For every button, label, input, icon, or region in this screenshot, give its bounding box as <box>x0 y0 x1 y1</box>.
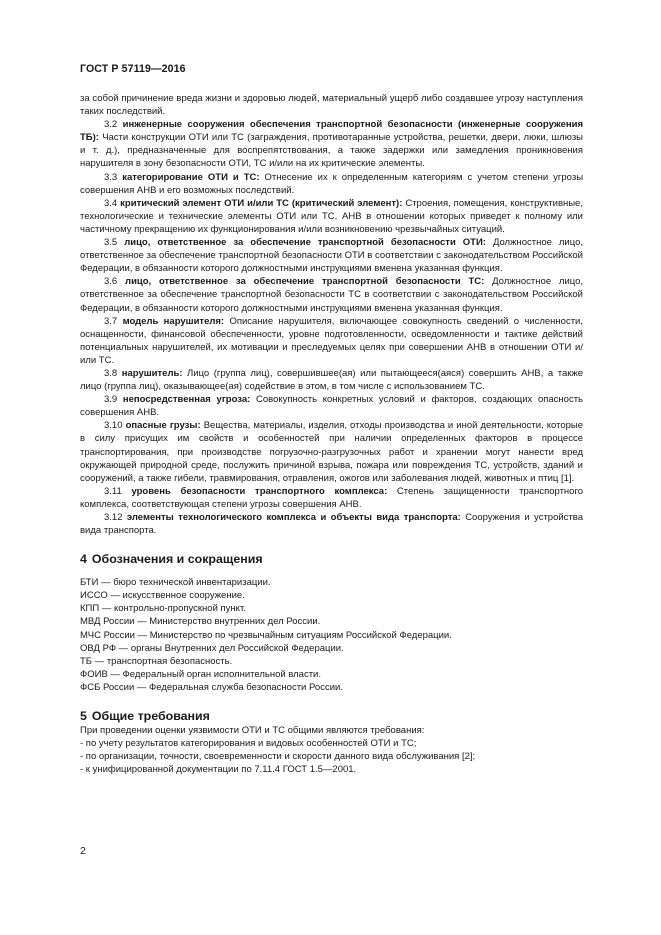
term-number: 3.4 <box>104 197 118 209</box>
page-number: 2 <box>80 845 86 857</box>
abbreviation-item: МВД России — Министерство внутренних дел России. <box>80 616 321 628</box>
requirement-item: - по организации, точности, своевременности и скорости данного вида обслуживания [2]; <box>80 751 476 763</box>
term-definition: Должностное лицо, ответственное за обеспечение транспортной безопасности ОТИ в соответствии с законодательством Российской Федерации, в обязанности которого должностными инструкциями вменена указанная функция. <box>80 237 583 275</box>
abbreviation-item: КПП — контрольно-пропускной пункт. <box>80 603 246 615</box>
abbreviation-list <box>80 576 583 694</box>
term-definition: Сооружения и устройства вида транспорта. <box>80 512 584 537</box>
term-title: инженерные сооружения обеспечения транспортной безопасности (инженерные сооружения ТБ): <box>80 119 584 144</box>
term-entry <box>80 367 583 393</box>
term-definition: Вещества, материалы, изделия, отходы производства и иной деятельности, которые в силу присущих им свойств и особенностей при наличии определенных факторов в процессе транспортирования, при производстве погрузочно-разгрузочных работ и хранении могут нанести вред окружающей природной среде, послужить причиной взрыва, пожара или повреждения ТС, устройств, зданий и сооружений, а также гибели, травмирования, отравления, ожогов или заболевания людей, животных и птиц [1]. <box>80 420 584 484</box>
section-title: Общие требования <box>91 709 210 724</box>
section-4-heading <box>80 551 583 567</box>
document-body <box>80 92 583 776</box>
requirement-item: - к унифицированной документации по 7.11.4 ГОСТ 1.5—2001. <box>80 764 357 776</box>
requirements-list <box>80 737 583 776</box>
term-definition: Степень защищенности транспортного комплекса, соответствующая степени угрозы совершения АНВ. <box>80 485 583 510</box>
abbreviation-item: ФСБ России — Федеральная служба безопасности России. <box>80 681 343 693</box>
term-title: опасные грузы: <box>125 420 201 432</box>
term-entry <box>80 118 583 170</box>
term-entry <box>80 197 583 236</box>
term-title: элементы технологического комплекса и объекты вида транспорта: <box>126 512 461 523</box>
term-number: 3.8 <box>104 367 118 379</box>
term-definition: Описание нарушителя, включающее совокупность сведений о численности, оснащенности, финансовой обеспеченности, уровне подготовленности, осведомленности и тактике действий потенциальных нарушителей, их мотивации и преследуемых целях при совершении АНВ в отношении ОТИ и/или ТС. <box>80 315 584 366</box>
term-title: категорирование ОТИ и ТС: <box>122 171 260 183</box>
term-number: 3.12 <box>104 512 123 523</box>
term-entry <box>80 419 583 484</box>
term-title: непосредственная угроза: <box>122 394 251 406</box>
term-title: критический элемент ОТИ и/или ТС (критический элемент): <box>120 197 403 209</box>
abbreviation-item: ИССО — искусственное сооружение. <box>80 590 245 602</box>
term-number: 3.9 <box>104 394 118 406</box>
term-number: 3.7 <box>104 315 118 327</box>
term-entry <box>80 393 583 419</box>
term-number: 3.10 <box>104 420 123 432</box>
term-number: 3.6 <box>104 276 118 288</box>
term-entry <box>80 275 583 314</box>
term-title: модель нарушителя: <box>122 315 225 327</box>
term-title: уровень безопасности транспортного комплекса: <box>131 485 388 497</box>
abbreviation-item: ТБ — транспортная безопасность. <box>80 655 233 667</box>
abbreviation-item: ФОИВ — Федеральный орган исполнительной власти. <box>80 668 322 680</box>
term-definition: Части конструкции ОТИ или ТС (заграждения, противотаранные устройства, решетки, двери, люки, шлюзы и т. д.), предназначенные для воспрепятствования, а также задержки или замедления проникновения нарушителя в зону безопасности ОТИ, ТС и/или на их критические элементы. <box>80 132 584 170</box>
term-definition: Лицо (группа лиц), совершившее(ая) или пытающееся(аяся) совершить АНВ, а также лицо (группа лиц), оказывающее(ая) содействие в этом, в том числе с использованием ТС. <box>80 367 584 393</box>
term-title: лицо, ответственное за обеспечение транспортной безопасности ОТИ: <box>124 237 486 249</box>
term-number: 3.2 <box>104 119 118 131</box>
term-definition: Должностное лицо, ответственное за обеспечение транспортной безопасности ТС в соответствии с законодательством Российской Федерации, в обязанности которого должностными инструкциями вменена указанная функция. <box>80 276 584 314</box>
term-title: лицо, ответственное за обеспечение транспортной безопасности ТС: <box>125 276 485 288</box>
abbreviation-item: БТИ — бюро технической инвентаризации. <box>80 577 271 589</box>
term-entry <box>80 171 583 197</box>
term-entry <box>80 485 583 511</box>
section-number: 4 <box>80 552 87 567</box>
term-title: нарушитель: <box>121 367 183 379</box>
term-entry <box>80 315 583 367</box>
requirements-lead: При проведении оценки уязвимости ОТИ и ТС общими являются требования: <box>80 725 425 737</box>
abbreviation-item: ОВД РФ — органы Внутренних дел Российской Федерации. <box>80 642 344 654</box>
term-number: 3.3 <box>104 171 118 183</box>
term-number: 3.11 <box>104 485 122 497</box>
section-number: 5 <box>80 709 87 724</box>
abbreviation-item: МЧС России — Министерство по чрезвычайным ситуациям Российской Федерации. <box>80 629 452 641</box>
term-definition: Отнесение их к определенным категориям с учетом степени угрозы совершения АНВ и его возможных последствий. <box>80 171 584 196</box>
term-definition: Совокупность конкретных условий и факторов, создающих опасность совершения АНВ. <box>80 394 584 419</box>
term-number: 3.5 <box>104 237 118 249</box>
term-definition: Строения, помещения, конструктивные, технологические и технические элементы ОТИ или ТС, АНВ в отношении которых приведет к полному или частичному прекращению их функционирования и/или возникновению чрезвычайных ситуаций. <box>80 197 583 235</box>
term-entry <box>80 236 583 275</box>
intro-paragraph: за собой причинение вреда жизни и здоровью людей, материальный ущерб либо создавшее угрозу наступления таких последствий. <box>80 93 583 118</box>
section-5-heading <box>80 708 583 724</box>
section-title: Обозначения и сокращения <box>91 552 263 567</box>
requirement-item: - по учету результатов категорирования и видовых особенностей ОТИ и ТС; <box>80 738 417 750</box>
document-header: ГОСТ Р 57119—2016 <box>80 63 186 75</box>
term-entry <box>80 511 583 537</box>
